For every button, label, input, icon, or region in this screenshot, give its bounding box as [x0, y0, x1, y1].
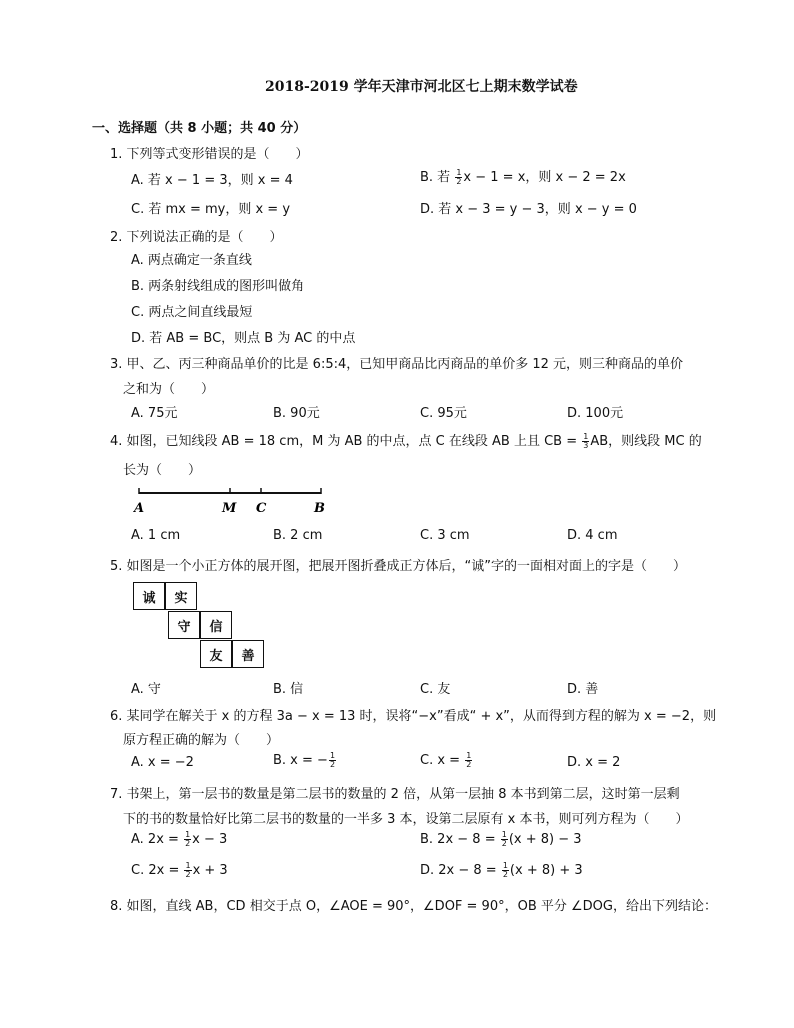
- cube-face-xin: 信: [200, 611, 232, 639]
- question-1-stem: 1. 下列等式变形错误的是（ ）: [110, 147, 309, 162]
- question-3-option-d: D. 100元: [567, 406, 624, 421]
- cube-face-shou: 守: [168, 611, 200, 639]
- question-6-option-d: D. x = 2: [567, 755, 621, 770]
- question-6-option-b: B. x = − $\frac{1}{2}$: [273, 751, 336, 769]
- question-7-option-c: C. 2x = $\frac{1}{2}$ x + 3: [131, 861, 228, 879]
- question-5-stem: 5. 如图是一个小正方体的展开图，把展开图折叠成正方体后，“诚”字的一面相对面上的字是（ ）: [110, 559, 687, 574]
- question-7-line-2: 下的书的数量恰好比第二层书的数量的一半多 3 本，设第二层原有 x 本书，则可列方程为（ ）: [123, 812, 689, 827]
- cube-face-shan: 善: [232, 640, 264, 668]
- page-title: 2018-2019 学年天津市河北区七上期末数学试卷: [265, 79, 578, 95]
- question-6-line-2: 原方程正确的解为（ ）: [123, 733, 280, 748]
- question-4-option-a: A. 1 cm: [131, 528, 181, 543]
- question-2-stem: 2. 下列说法正确的是（ ）: [110, 230, 283, 245]
- question-3-option-a: A. 75元: [131, 406, 178, 421]
- question-1-option-b: B. 若 $\frac{1}{2}$ x − 1 = x，则 x − 2 = 2x: [420, 168, 626, 186]
- question-6-option-c: C. x = $\frac{1}{2}$: [420, 751, 472, 769]
- cube-face-you: 友: [200, 640, 232, 668]
- label-c: C: [256, 501, 267, 516]
- label-a: A: [134, 501, 145, 516]
- question-8-line-1: 8. 如图，直线 AB，CD 相交于点 O，∠AOE = 90°，∠DOF = 90°，OB 平分 ∠DOG，给出下列结论：: [110, 899, 717, 914]
- question-3-option-b: B. 90元: [273, 406, 320, 421]
- question-5-option-d: D. 善: [567, 682, 599, 697]
- question-4-line-2: 长为（ ）: [123, 463, 202, 478]
- question-5-option-c: C. 友: [420, 682, 451, 697]
- question-6-line-1: 6. 某同学在解关于 x 的方程 3a − x = 13 时，误将“−x”看成“ + x”，从而得到方程的解为 x = −2，则: [110, 709, 717, 724]
- question-2-option-a: A. 两点确定一条直线: [131, 253, 252, 268]
- question-7-option-d: D. 2x − 8 = $\frac{1}{2}$ (x + 8) + 3: [420, 861, 583, 879]
- question-3-line-1: 3. 甲、乙、丙三种商品单价的比是 6:5:4，已知甲商品比丙商品的单价多 12 元，则三种商品的单价: [110, 357, 684, 372]
- question-4-option-b: B. 2 cm: [273, 528, 323, 543]
- question-7-option-a: A. 2x = $\frac{1}{2}$ x − 3: [131, 830, 228, 848]
- label-m: M: [222, 501, 237, 516]
- question-7-option-b: B. 2x − 8 = $\frac{1}{2}$ (x + 8) − 3: [420, 830, 582, 848]
- question-4-option-d: D. 4 cm: [567, 528, 618, 543]
- cube-face-shi: 实: [165, 582, 197, 610]
- question-3-option-c: C. 95元: [420, 406, 467, 421]
- question-5-option-b: B. 信: [273, 682, 304, 697]
- question-5-option-a: A. 守: [131, 682, 161, 697]
- question-3-line-2: 之和为（ ）: [123, 382, 215, 397]
- question-2-option-d: D. 若 AB = BC，则点 B 为 AC 的中点: [131, 331, 356, 346]
- question-1-option-a: A. 若 x − 1 = 3，则 x = 4: [131, 173, 293, 188]
- question-4-option-c: C. 3 cm: [420, 528, 470, 543]
- section-heading: 一、选择题（共 8 小题；共 40 分）: [92, 121, 307, 136]
- question-1-option-d: D. 若 x − 3 = y − 3，则 x − y = 0: [420, 202, 637, 217]
- cube-face-cheng: 诚: [133, 582, 165, 610]
- label-b: B: [314, 501, 325, 516]
- question-7-line-1: 7. 书架上，第一层书的数量是第二层书的数量的 2 倍，从第一层抽 8 本书到第二层，这时第一层剩: [110, 787, 680, 802]
- question-6-option-a: A. x = −2: [131, 755, 194, 770]
- question-4-line-1: 4. 如图，已知线段 AB = 18 cm，M 为 AB 的中点，点 C 在线段 AB 上且 CB = $\frac{1}{3}$ AB，则线段 MC 的: [110, 432, 702, 450]
- question-2-option-b: B. 两条射线组成的图形叫做角: [131, 279, 305, 294]
- segment-figure: [130, 485, 340, 523]
- question-2-option-c: C. 两点之间直线最短: [131, 305, 253, 320]
- question-1-option-c: C. 若 mx = my，则 x = y: [131, 202, 291, 217]
